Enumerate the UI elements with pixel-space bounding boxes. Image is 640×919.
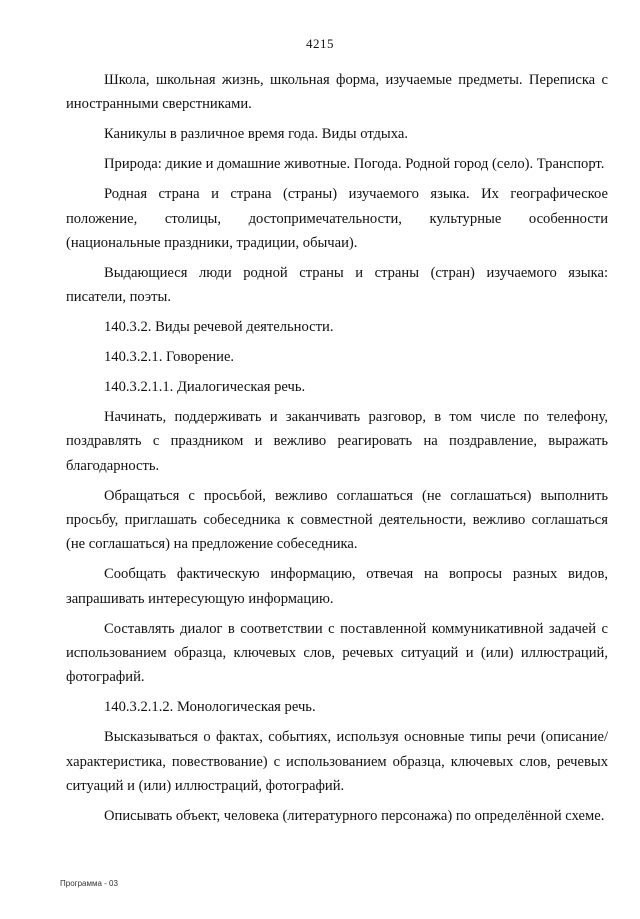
paragraph: Начинать, поддерживать и заканчивать разговор, в том числе по телефону, поздравлять с праздником и вежливо реагировать на поздравление, выражать благодарность. [66,408,608,474]
document-body [66,68,608,834]
paragraph: Родная страна и страна (страны) изучаемого языка. Их географическое положение, столицы, достопримечательности, культурные особенности (национальные праздники, традиции, обычаи). [66,186,608,251]
paragraph: Природа: дикие и домашние животные. Погода. Родной город (село). Транспорт. [104,156,605,173]
paragraph: Составлять диалог в соответствии с поставленной коммуникативной задачей с использованием образца, ключевых слов, речевых ситуаций и (или) иллюстраций, фотографий. [66,620,608,686]
paragraph: Каникулы в различное время года. Виды отдыха. [104,126,408,143]
section-heading: 140.3.2.1.2. Монологическая речь. [104,699,316,716]
paragraph: Описывать объект, человека (литературного персонажа) по определённой схеме. [104,807,605,824]
section-heading: 140.3.2.1. Говорение. [104,349,235,366]
footer-label: Программа - 03 [60,879,118,888]
section-heading: 140.3.2. Виды речевой деятельности. [104,319,334,336]
paragraph: Обращаться с просьбой, вежливо соглашаться (не соглашаться) выполнить просьбу, приглашать собеседника к совместной деятельности, вежливо соглашаться (не соглашаться) на предложение собеседника. [66,487,608,553]
section-heading: 140.3.2.1.1. Диалогическая речь. [104,378,306,395]
page-number: 4215 [306,36,334,51]
paragraph: Сообщать фактическую информацию, отвечая на вопросы разных видов, запрашивать интересующую информацию. [66,566,608,607]
paragraph: Высказываться о фактах, событиях, используя основные типы речи (описание/характеристика, повествование) с использованием образца, ключевых слов, речевых ситуаций и (или) иллюстраций, фотографий. [66,729,608,795]
paragraph: Школа, школьная жизнь, школьная форма, изучаемые предметы. Переписка с иностранными сверстниками. [66,72,608,113]
paragraph: Выдающиеся люди родной страны и страны (стран) изучаемого языка: писатели, поэты. [66,264,608,306]
